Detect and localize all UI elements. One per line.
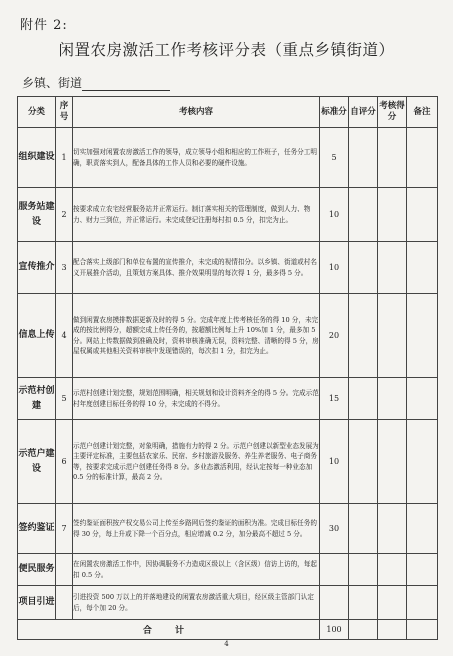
row-self-score-cell xyxy=(349,378,378,420)
row-category: 信息上传 xyxy=(18,294,56,378)
row-index: 2 xyxy=(56,188,73,242)
header-index: 序号 xyxy=(56,97,73,128)
header-assess-score: 考核得分 xyxy=(378,97,407,128)
page-title: 闲置农房激活工作考核评分表（重点乡镇街道） xyxy=(58,41,395,59)
total-value: 100 xyxy=(320,620,349,640)
row-category: 组织建设 xyxy=(18,128,56,188)
header-category: 分类 xyxy=(18,97,56,128)
total-assess-score-cell xyxy=(378,620,407,640)
header-remark: 备注 xyxy=(407,97,438,128)
table-row xyxy=(18,188,438,242)
row-standard: 10 xyxy=(320,242,349,294)
row-remark-cell xyxy=(407,128,438,188)
row-standard: 5 xyxy=(320,128,349,188)
header-standard: 标准分 xyxy=(320,97,349,128)
row-remark-cell xyxy=(407,294,438,378)
table-header-row xyxy=(18,97,438,128)
row-assess-score-cell xyxy=(378,504,407,554)
row-index: 4 xyxy=(56,294,73,378)
page-number: 4 xyxy=(224,640,229,648)
row-content: 切实加强对闲置农房激活工作的领导，成立领导小组和相应的工作班子，任务分工明确，职责落实到人，配备具体的工作人员和必要的硬件设施。 xyxy=(73,128,320,188)
row-index: 5 xyxy=(56,378,73,420)
table-row xyxy=(18,128,438,188)
row-index xyxy=(56,554,73,586)
table-row xyxy=(18,554,438,586)
row-remark-cell xyxy=(407,378,438,420)
row-standard: 15 xyxy=(320,378,349,420)
row-self-score-cell xyxy=(349,586,378,620)
row-category: 签约鉴证 xyxy=(18,504,56,554)
row-self-score-cell xyxy=(349,420,378,504)
total-row xyxy=(18,620,438,640)
row-assess-score-cell xyxy=(378,294,407,378)
row-category: 示范村创建 xyxy=(18,378,56,420)
row-standard: 10 xyxy=(320,188,349,242)
row-index xyxy=(56,586,73,620)
total-remark-cell xyxy=(407,620,438,640)
row-assess-score-cell xyxy=(378,378,407,420)
table-row xyxy=(18,420,438,504)
row-self-score-cell xyxy=(349,504,378,554)
town-label: 乡镇、街道 xyxy=(22,76,83,90)
row-content: 引进投资 500 万以上的并落地建设的闲置农房激活重大项目，经区级主管部门认定后，每个加 20 分。 xyxy=(73,586,320,620)
score-table xyxy=(17,96,438,640)
row-standard: 10 xyxy=(320,420,349,504)
table-row xyxy=(18,586,438,620)
row-assess-score-cell xyxy=(378,586,407,620)
row-standard xyxy=(320,554,349,586)
table-row xyxy=(18,294,438,378)
row-self-score-cell xyxy=(349,128,378,188)
row-self-score-cell xyxy=(349,294,378,378)
row-category: 宣传推介 xyxy=(18,242,56,294)
row-remark-cell xyxy=(407,586,438,620)
row-self-score-cell xyxy=(349,554,378,586)
row-index: 1 xyxy=(56,128,73,188)
row-category: 示范户建设 xyxy=(18,420,56,504)
attachment-label: 附件 2: xyxy=(20,18,68,33)
row-category: 服务站建设 xyxy=(18,188,56,242)
row-self-score-cell xyxy=(349,242,378,294)
row-standard: 20 xyxy=(320,294,349,378)
row-content: 按要求成立农宅经营服务站并正常运行。制订落实相关的管理制度，做到人力、物力、财力三到位，并正常运行。未完成登记注册每村扣 0.5 分，扣完为止。 xyxy=(73,188,320,242)
row-index: 7 xyxy=(56,504,73,554)
row-remark-cell xyxy=(407,554,438,586)
row-remark-cell xyxy=(407,420,438,504)
row-category: 便民服务 xyxy=(18,554,56,586)
header-content: 考核内容 xyxy=(73,97,320,128)
row-remark-cell xyxy=(407,504,438,554)
table-row xyxy=(18,242,438,294)
table-row xyxy=(18,504,438,554)
row-assess-score-cell xyxy=(378,554,407,586)
town-blank-line xyxy=(82,79,170,91)
header-self-score: 自评分 xyxy=(349,97,378,128)
row-remark-cell xyxy=(407,188,438,242)
row-standard: 30 xyxy=(320,504,349,554)
total-self-score-cell xyxy=(349,620,378,640)
row-content: 示范户创建计划完整，对象明确，措施有力的得 2 分。示范户创建以新型业态发展为主要评定标准，主要包括农家乐、民宿、乡村旅游及服务、养生养老服务、电子商务等，按要求完成示范户创建任务得 8 分。多业态激活利用，经认定按每一种业态加 0.5 分的标准计算，最高 2 分。 xyxy=(73,420,320,504)
row-assess-score-cell xyxy=(378,188,407,242)
row-assess-score-cell xyxy=(378,242,407,294)
row-content: 配合落实上级部门和单位布置的宣传推介，未完成的视情扣分。以乡镇、街道或村名义开展推介活动，且策划方案具体、推介效果明显的每次得 1 分，最多得 5 分。 xyxy=(73,242,320,294)
row-index: 3 xyxy=(56,242,73,294)
table-row xyxy=(18,378,438,420)
row-content: 做到闲置农房摸排数据更新及时的得 5 分。完成年度上传考核任务的得 10 分，未完成的按比例得分，超额完成上传任务的，按超额比例每上升 10%加 1 分，最多加 5 分。网站上传数据做到准确及时，资料审核准确无误，资料完整、清晰的得 5 分，房屋权属或其他相关资料审核中发现错误的，每次扣 1 分，扣完为止。 xyxy=(73,294,320,378)
row-self-score-cell xyxy=(349,188,378,242)
row-content: 在闲置农房激活工作中，因协调服务不力造成区级以上（含区级）信访上访的，每起扣 0.5 分。 xyxy=(73,554,320,586)
row-standard xyxy=(320,586,349,620)
row-content: 签约鉴证面积按产权交易公司上传至乡路网后签约鉴证的面积为准。完成目标任务的得 30 分，每上升或下降一个百分点，相应增减 0.2 分，加分最高不超过 5 分。 xyxy=(73,504,320,554)
total-label: 合 计 xyxy=(18,620,320,640)
row-content: 示范村创建计划完整，规划范围明确，相关规划和设计资料齐全的得 5 分。完成示范村年度创建目标任务的得 10 分，未完成的不得分。 xyxy=(73,378,320,420)
row-assess-score-cell xyxy=(378,128,407,188)
row-remark-cell xyxy=(407,242,438,294)
town-field xyxy=(22,74,170,91)
row-assess-score-cell xyxy=(378,420,407,504)
row-index: 6 xyxy=(56,420,73,504)
row-category: 项目引进 xyxy=(18,586,56,620)
